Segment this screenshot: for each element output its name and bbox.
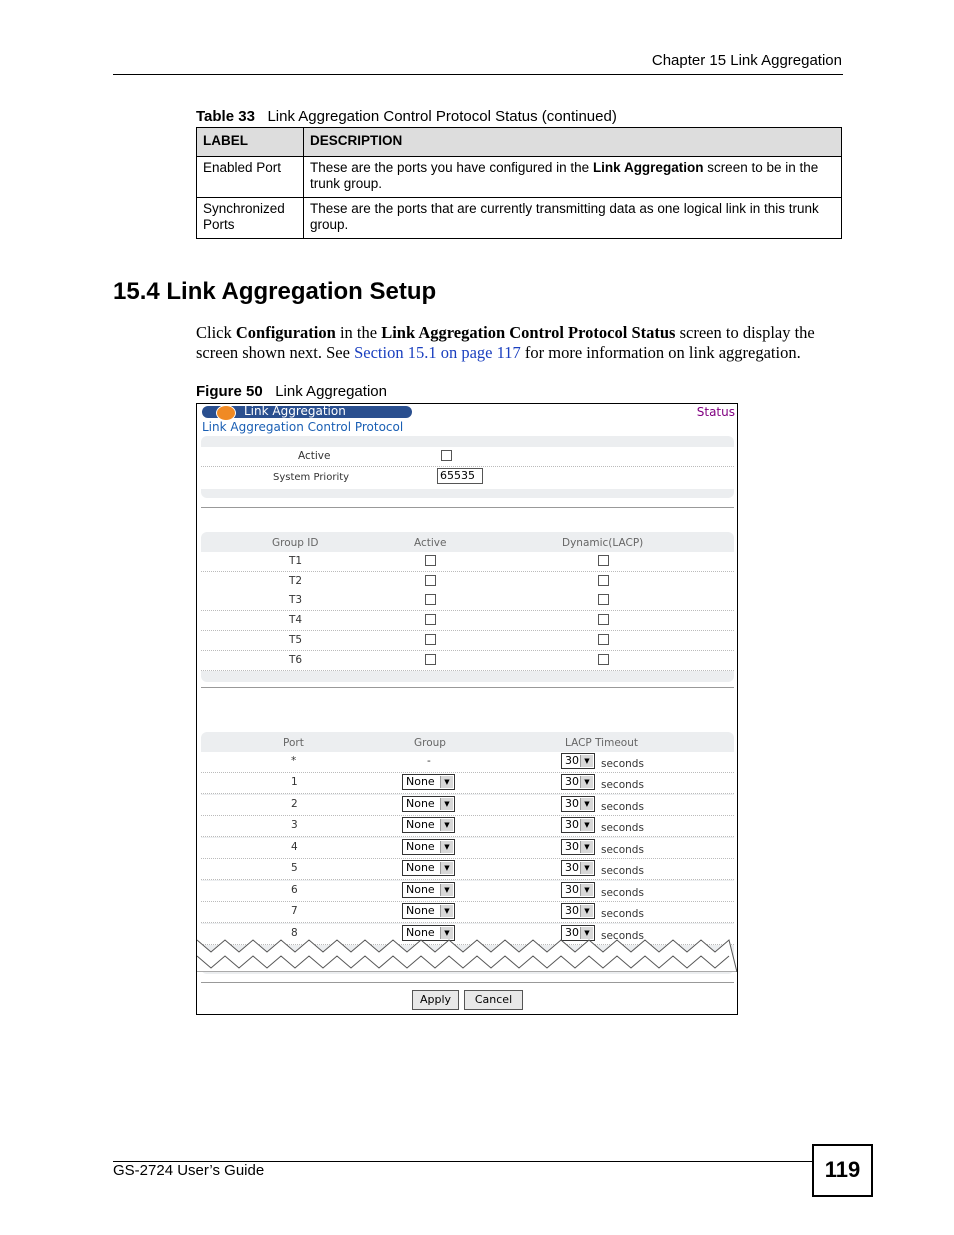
port-row: [201, 816, 734, 837]
dropdown-arrow-icon: ▼: [440, 819, 453, 831]
bold-text: Link Aggregation Control Protocol Status: [381, 323, 676, 342]
star-group: -: [427, 755, 431, 767]
title-bar: [202, 406, 412, 418]
select-value: None: [406, 775, 435, 788]
system-priority-input[interactable]: 65535: [437, 468, 483, 484]
timeout-select[interactable]: [561, 839, 595, 855]
group-dynamic-checkbox[interactable]: [598, 594, 609, 605]
row-description: [304, 157, 842, 198]
port-row: [201, 795, 734, 816]
guide-title: GS-2724 User’s Guide: [113, 1162, 265, 1179]
timeout-unit: seconds: [601, 886, 644, 899]
cancel-button[interactable]: Cancel: [464, 990, 523, 1010]
group-active-checkbox[interactable]: [425, 594, 436, 605]
select-value: 30: [565, 839, 579, 853]
group-dynamic-checkbox[interactable]: [598, 614, 609, 625]
table-caption-text: Link Aggregation Control Protocol Status (continued): [267, 108, 617, 125]
group-row: [201, 552, 734, 572]
group-active-checkbox[interactable]: [425, 614, 436, 625]
status-link[interactable]: Status: [696, 405, 735, 419]
dropdown-arrow-icon: ▼: [440, 862, 453, 874]
dropdown-arrow-icon: ▼: [580, 862, 593, 874]
timeout-unit: seconds: [601, 800, 644, 813]
timeout-unit: seconds: [601, 822, 644, 834]
port-number: 5: [291, 862, 298, 874]
dropdown-arrow-icon: ▼: [440, 776, 453, 788]
port-number: 8: [291, 926, 298, 939]
group-select[interactable]: [402, 860, 455, 876]
group-row: [201, 631, 734, 651]
group-row: [201, 572, 734, 592]
group-select[interactable]: [402, 796, 455, 812]
timeout-unit: seconds: [601, 843, 644, 856]
header-rule: [113, 74, 843, 75]
all-ports-row: [201, 752, 734, 773]
select-value: None: [406, 796, 435, 810]
dropdown-arrow-icon: ▼: [440, 798, 453, 810]
port-number: 7: [291, 905, 298, 917]
chapter-header: Chapter 15 Link Aggregation: [651, 52, 842, 69]
select-value: 30: [565, 775, 579, 788]
table-row: [197, 198, 842, 239]
group-select[interactable]: [402, 774, 455, 790]
torn-edge: [197, 936, 737, 972]
dropdown-arrow-icon: ▼: [440, 884, 453, 896]
select-value: 30: [565, 796, 579, 810]
dropdown-arrow-icon: ▼: [440, 841, 453, 853]
port-number: 1: [291, 776, 298, 788]
group-active-checkbox[interactable]: [425, 654, 436, 665]
text: screen to display the screen shown next. See: [196, 323, 815, 362]
window-title: Link Aggregation: [244, 404, 346, 418]
select-value: 30: [565, 754, 579, 767]
select-value: 30: [565, 818, 579, 831]
dropdown-arrow-icon: ▼: [580, 755, 593, 767]
timeout-select[interactable]: [561, 882, 595, 898]
group-select[interactable]: [402, 817, 455, 833]
timeout-select[interactable]: [561, 774, 595, 790]
group-id: T1: [289, 555, 303, 567]
timeout-select[interactable]: [561, 796, 595, 812]
select-value: 30: [565, 861, 579, 874]
dropdown-arrow-icon: ▼: [580, 776, 593, 788]
active-label: Active: [298, 450, 331, 462]
body-paragraph: [196, 323, 846, 363]
lacp-timeout-header: LACP Timeout: [565, 737, 638, 749]
timeout-select[interactable]: [561, 817, 595, 833]
timeout-select[interactable]: [561, 903, 595, 919]
port-row: [201, 773, 734, 794]
table-caption: [196, 108, 617, 125]
timeout-select[interactable]: [561, 753, 595, 769]
desc-bold: Link Aggregation: [592, 160, 704, 175]
figure-caption: [196, 383, 387, 400]
group-header-row: [201, 533, 734, 552]
dropdown-arrow-icon: ▼: [580, 905, 593, 917]
timeout-unit: seconds: [601, 929, 644, 942]
port-number: 6: [291, 883, 298, 896]
timeout-unit: seconds: [601, 865, 644, 877]
label-column-header: LABEL: [197, 128, 304, 157]
group-row: [201, 591, 734, 611]
dropdown-arrow-icon: ▼: [580, 798, 593, 810]
group-active-checkbox[interactable]: [425, 634, 436, 645]
group-dynamic-checkbox[interactable]: [598, 555, 609, 566]
star-port: *: [291, 755, 297, 767]
text: in the: [335, 323, 382, 342]
group-id: T6: [289, 653, 303, 666]
text: Click: [196, 323, 236, 342]
figure-number: Figure 50: [196, 383, 263, 400]
port-group-header: Group: [414, 737, 446, 749]
timeout-unit: seconds: [601, 779, 644, 791]
table-caption-number: Table 33: [196, 108, 255, 125]
port-row: [201, 881, 734, 902]
section-link[interactable]: Section 15.1 on page 117: [354, 343, 521, 362]
dropdown-arrow-icon: ▼: [440, 927, 453, 939]
dropdown-arrow-icon: ▼: [580, 927, 593, 939]
row-label: Enabled Port: [197, 157, 304, 198]
desc-text: screen to be in the trunk group.: [310, 160, 819, 191]
priority-row: [201, 467, 734, 489]
group-dynamic-checkbox[interactable]: [598, 634, 609, 645]
group-row: [201, 651, 734, 671]
port-header: Port: [283, 737, 304, 749]
group-row: [201, 611, 734, 631]
select-value: None: [406, 818, 435, 831]
dropdown-arrow-icon: ▼: [440, 905, 453, 917]
desc-text: These are the ports you have configured in the: [310, 160, 593, 175]
divider: [201, 982, 734, 983]
table-header-row: [197, 128, 842, 157]
group-id: T4: [289, 614, 303, 627]
figure-text: Link Aggregation: [275, 383, 387, 400]
group-active-checkbox[interactable]: [425, 575, 436, 586]
select-value: 30: [565, 925, 579, 939]
port-header-row: [201, 733, 734, 752]
timeout-unit: seconds: [601, 758, 644, 770]
timeout-select[interactable]: [561, 860, 595, 876]
select-value: None: [406, 839, 435, 853]
dropdown-arrow-icon: ▼: [580, 884, 593, 896]
group-id-header: Group ID: [272, 537, 319, 549]
group-dynamic-checkbox[interactable]: [598, 654, 609, 665]
dropdown-arrow-icon: ▼: [580, 841, 593, 853]
lacp-subtitle: Link Aggregation Control Protocol: [202, 420, 404, 434]
select-value: None: [406, 925, 435, 939]
divider: [201, 507, 734, 508]
select-value: 30: [565, 904, 579, 917]
active-row: [201, 447, 734, 467]
select-value: None: [406, 904, 435, 917]
lacp-status-table: [196, 127, 842, 239]
group-dynamic-header: Dynamic(LACP): [562, 537, 644, 549]
description-column-header: DESCRIPTION: [304, 128, 842, 157]
divider: [201, 687, 734, 688]
group-id: T5: [289, 633, 303, 646]
group-select[interactable]: [402, 882, 455, 898]
port-row: [201, 859, 734, 880]
group-select[interactable]: [402, 903, 455, 919]
port-number: 2: [291, 797, 298, 810]
orb-icon: [216, 405, 236, 421]
select-value: None: [406, 882, 435, 896]
port-number: 3: [291, 819, 298, 831]
section-title: 15.4 Link Aggregation Setup: [113, 278, 437, 305]
group-select[interactable]: [402, 839, 455, 855]
active-checkbox[interactable]: [441, 450, 452, 461]
port-row: [201, 902, 734, 923]
group-id: T2: [289, 574, 303, 587]
row-label: Synchronized Ports: [197, 198, 304, 239]
port-row: [201, 838, 734, 859]
select-value: None: [406, 861, 435, 874]
text: for more information on link aggregation.: [520, 343, 801, 362]
page-number: 119: [812, 1144, 873, 1197]
timeout-unit: seconds: [601, 908, 644, 920]
group-id: T3: [289, 594, 303, 607]
dropdown-arrow-icon: ▼: [580, 819, 593, 831]
group-active-checkbox[interactable]: [425, 555, 436, 566]
group-active-header: Active: [414, 537, 447, 549]
screenshot-frame: [196, 403, 738, 1015]
apply-button[interactable]: Apply: [412, 990, 459, 1010]
table-row: [197, 157, 842, 198]
bold-text: Configuration: [235, 323, 336, 342]
group-dynamic-checkbox[interactable]: [598, 575, 609, 586]
priority-label: System Priority: [273, 472, 350, 483]
select-value: 30: [565, 882, 579, 896]
row-description: These are the ports that are currently transmitting data as one logical link in this trunk group.: [304, 198, 842, 239]
port-number: 4: [291, 840, 298, 853]
